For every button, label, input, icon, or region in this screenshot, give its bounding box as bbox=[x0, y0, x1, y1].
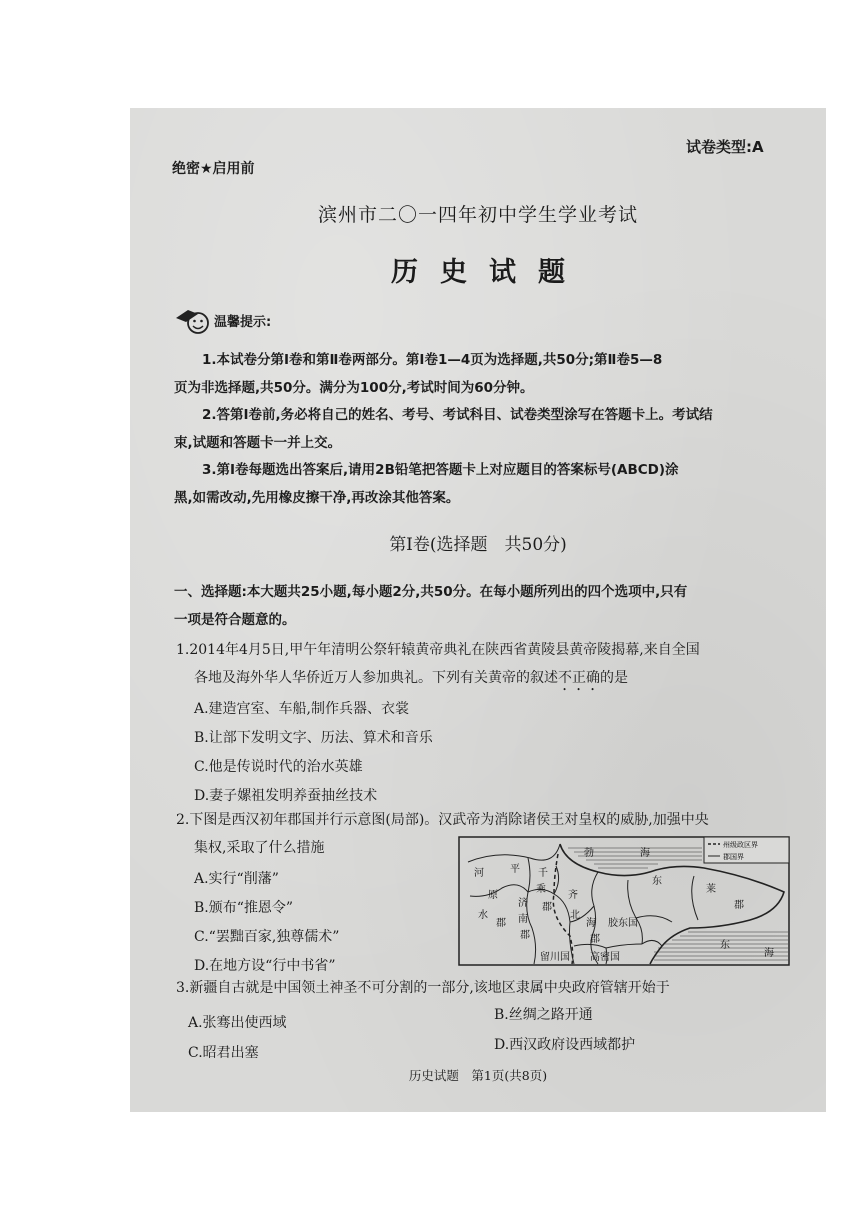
western-han-map bbox=[458, 836, 790, 966]
map-label: 东 bbox=[652, 876, 662, 887]
map-label: 海 bbox=[586, 918, 596, 929]
q3-option-c: C.昭君出塞 bbox=[188, 1045, 259, 1061]
map-label: 原 bbox=[488, 890, 498, 901]
q1-stem-end: 的是 bbox=[600, 670, 628, 686]
subject-title: 历史试题 bbox=[391, 257, 587, 288]
paper-type: 试卷类型:A bbox=[686, 138, 764, 156]
q3-option-d: D.西汉政府设西域都护 bbox=[494, 1037, 636, 1053]
q2-stem-line2: 集权,采取了什么措施 bbox=[194, 840, 325, 856]
confidential-mark: 绝密★启用前 bbox=[172, 161, 255, 177]
smiley-icon bbox=[174, 306, 214, 336]
q2-option-d: D.在地方设“行中书省” bbox=[194, 958, 336, 974]
map-labels bbox=[474, 846, 774, 963]
q2-option-c: C.“罢黜百家,独尊儒术” bbox=[194, 929, 340, 945]
map-label: 高密国 bbox=[590, 952, 620, 963]
map-label: 海 bbox=[640, 848, 650, 859]
section-instruction-line1: 一、选择题:本大题共25小题,每小题2分,共50分。在每小题所列出的四个选项中,只有 bbox=[174, 584, 688, 600]
q1-stem-text: 各地及海外华人华侨近万人参加典礼。下列有关黄帝的叙述 bbox=[194, 670, 558, 686]
q1-emphasis: 不正确 bbox=[558, 670, 600, 686]
tip-1-line2: 页为非选择题,共50分。满分为100分,考试时间为60分钟。 bbox=[174, 380, 534, 396]
q1-option-a: A.建造宫室、车船,制作兵器、衣裳 bbox=[194, 701, 410, 717]
tip-3-line2: 黑,如需改动,先用橡皮擦干净,再改涂其他答案。 bbox=[174, 490, 460, 506]
map-label: 郡 bbox=[734, 900, 744, 911]
tip-2-line2: 束,试题和答题卡一并上交。 bbox=[174, 435, 342, 451]
map-label: 郡 bbox=[496, 918, 506, 929]
q3-option-a: A.张骞出使西域 bbox=[188, 1015, 287, 1031]
q2-stem-line1: 2.下图是西汉初年郡国并行示意图(局部)。汉武帝为消除诸侯王对皇权的威胁,加强中央 bbox=[176, 812, 709, 828]
map-label: 北 bbox=[570, 910, 580, 921]
map-label: 郡 bbox=[520, 930, 530, 941]
q1-stem-line1: 1.2014年4月5日,甲午年清明公祭轩辕黄帝典礼在陕西省黄陵县黄帝陵揭幕,来自全国 bbox=[176, 642, 700, 658]
tips-label: 温馨提示: bbox=[214, 315, 272, 330]
tip-2-line1: 2.答第Ⅰ卷前,务必将自己的姓名、考号、考试科目、试卷类型涂写在答题卡上。考试结 bbox=[202, 407, 713, 423]
map-label: 海 bbox=[764, 948, 774, 959]
map-legend-label: 郡国界 bbox=[723, 853, 744, 861]
commandery-boundaries bbox=[468, 844, 698, 964]
map-label: 河 bbox=[474, 868, 484, 879]
map-label: 千 bbox=[538, 868, 548, 879]
q1-option-c: C.他是传说时代的治水英雄 bbox=[194, 759, 363, 775]
q1-option-b: B.让部下发明文字、历法、算术和音乐 bbox=[194, 730, 433, 746]
tip-3 bbox=[174, 456, 786, 512]
q1-stem-line2 bbox=[194, 664, 628, 694]
section-instruction-line2: 一项是符合题意的。 bbox=[174, 612, 296, 628]
tip-3-line1: 3.第Ⅰ卷每题选出答案后,请用2B铅笔把答题卡上对应题目的答案标号(ABCD)涂 bbox=[202, 462, 679, 478]
exam-title: 滨州市二〇一四年初中学生学业考试 bbox=[317, 204, 638, 226]
section-heading: 第Ⅰ卷(选择题 共50分) bbox=[389, 535, 567, 555]
tip-2 bbox=[174, 401, 786, 457]
map-label: 郡 bbox=[542, 902, 552, 913]
map-label: 勃 bbox=[584, 848, 594, 859]
map-label: 胶东国 bbox=[608, 918, 638, 929]
map-label: 东 bbox=[720, 940, 730, 951]
map-label: 莱 bbox=[706, 884, 716, 895]
q1-option-d: D.妻子嫘祖发明养蚕抽丝技术 bbox=[194, 788, 378, 804]
map-label: 南 bbox=[518, 914, 528, 925]
map-label: 水 bbox=[478, 910, 488, 921]
province-boundary bbox=[553, 854, 572, 964]
map-label: 留川国 bbox=[540, 952, 570, 963]
map-label: 平 bbox=[510, 864, 520, 875]
map-label: 郡 bbox=[590, 934, 600, 945]
map-label: 乘 bbox=[536, 884, 546, 895]
map-legend-label: 州级政区界 bbox=[723, 841, 758, 849]
map-label: 齐 bbox=[568, 890, 578, 901]
tip-1-line1: 1.本试卷分第Ⅰ卷和第Ⅱ卷两部分。第Ⅰ卷1—4页为选择题,共50分;第Ⅱ卷5—8 bbox=[202, 352, 663, 368]
map-label: 济 bbox=[518, 898, 528, 909]
q3-stem: 3.新疆自古就是中国领土神圣不可分割的一部分,该地区隶属中央政府管辖开始于 bbox=[176, 980, 670, 996]
exam-paper bbox=[130, 108, 826, 1112]
tip-1 bbox=[174, 346, 786, 402]
q3-option-b: B.丝绸之路开通 bbox=[494, 1007, 593, 1023]
page-footer: 历史试题 第1页(共8页) bbox=[408, 1068, 548, 1083]
q2-option-a: A.实行“削藩” bbox=[194, 871, 279, 887]
q2-option-b: B.颁布“推恩令” bbox=[194, 900, 294, 916]
